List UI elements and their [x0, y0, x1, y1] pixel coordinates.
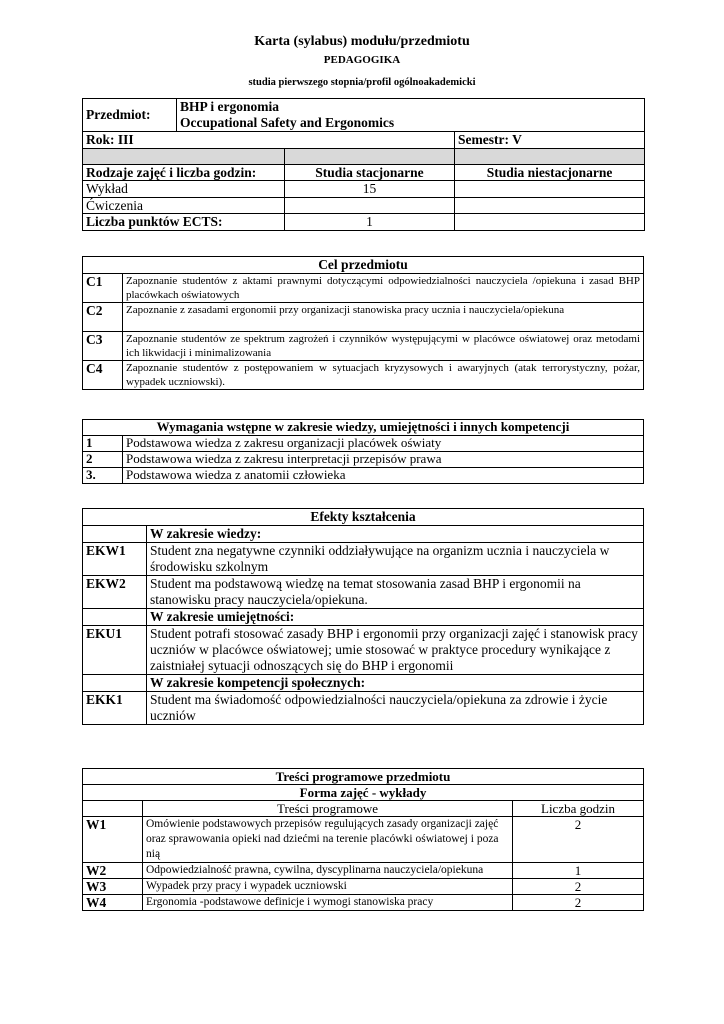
program-text: Omówienie podstawowych przepisów regulujących zasady organizacji zajęć oraz sprawowania opieki nad dziećmi na terenie placówki oświatowej i poza nią — [143, 817, 513, 863]
program-hours: 2 — [513, 879, 644, 895]
grey-spacer — [83, 148, 285, 164]
program-code: W3 — [83, 879, 143, 895]
row-part-time — [455, 181, 645, 198]
empty-cell — [83, 609, 147, 626]
grey-spacer — [455, 148, 645, 164]
requirement-code: 3. — [83, 468, 123, 484]
table-row — [83, 274, 644, 303]
goal-text: Zapoznanie studentów z postępowaniem w sytuacjach kryzysowych i awaryjnych (atak terrorystyczny, pożar, wypadek uczniowski). — [123, 361, 644, 390]
program-code: W2 — [83, 863, 143, 879]
goal-code: C3 — [83, 332, 123, 361]
year-value: : III — [110, 132, 134, 147]
table-row — [83, 452, 644, 468]
table-row — [83, 576, 644, 609]
outcomes-table — [82, 508, 644, 725]
document-meta: studia pierwszego stopnia/profil ogólnoakademicki — [248, 77, 476, 88]
empty-cell — [83, 675, 147, 692]
col-part-time: Studia niestacjonarne — [455, 164, 645, 181]
table-row — [83, 817, 644, 863]
program-hours: 1 — [513, 863, 644, 879]
table-row — [83, 332, 644, 361]
empty-cell — [83, 526, 147, 543]
requirements-table — [82, 419, 644, 484]
program-code: W1 — [83, 817, 143, 863]
table-row — [83, 303, 644, 332]
table-row — [83, 197, 645, 214]
subject-name-pl: BHP i ergonomia — [180, 99, 279, 114]
outcome-text: Student zna negatywne czynniki oddziaływujące na organizm ucznia i nauczyciela w środowisku szkolnym — [147, 543, 644, 576]
goal-text: Zapoznanie z zasadami ergonomii przy organizacji stanowiska pracy ucznia i nauczyciela/opiekuna — [123, 303, 644, 332]
program-hours: 2 — [513, 817, 644, 863]
table-row — [83, 361, 644, 390]
ects-label: Liczba punktów ECTS: — [83, 214, 285, 231]
table-row — [83, 626, 644, 675]
grey-spacer — [285, 148, 455, 164]
program-form: Forma zajęć - wykłady — [83, 785, 644, 801]
requirement-code: 2 — [83, 452, 123, 468]
requirement-text: Podstawowa wiedza z anatomii człowieka — [123, 468, 644, 484]
row-stationary: 15 — [285, 181, 455, 198]
knowledge-heading: W zakresie wiedzy: — [147, 526, 644, 543]
outcome-text: Student ma świadomość odpowiedzialności nauczyciela/opiekuna za zdrowie i życie uczniów — [147, 692, 644, 725]
requirement-code: 1 — [83, 436, 123, 452]
skills-heading: W zakresie umiejętności: — [147, 609, 644, 626]
table-row — [83, 879, 644, 895]
row-stationary — [285, 197, 455, 214]
year-label: Rok — [86, 132, 111, 147]
ects-part-time — [455, 214, 645, 231]
col-content: Treści programowe — [143, 801, 513, 817]
program-heading: Treści programowe przedmiotu — [83, 769, 644, 785]
program-code: W4 — [83, 895, 143, 911]
outcome-code: EKW1 — [83, 543, 147, 576]
outcome-text: Student potrafi stosować zasady BHP i ergonomii przy organizacji zajęć i stanowisk pracy uczniów w placówce oświatowej; umie stosować w praktyce procedury wynikające z zaistniałej sytuacji odnoszących się do BHP i ergonomii — [147, 626, 644, 675]
semester-cell: Semestr: V — [455, 132, 645, 149]
program-hours: 2 — [513, 895, 644, 911]
outcome-code: EKK1 — [83, 692, 147, 725]
row-label: Wykład — [83, 181, 285, 198]
outcome-code: EKW2 — [83, 576, 147, 609]
document-subtitle: PEDAGOGIKA — [323, 54, 401, 66]
row-label: Ćwiczenia — [83, 197, 285, 214]
goal-code: C2 — [83, 303, 123, 332]
outcome-text: Student ma podstawową wiedzę na temat stosowania zasad BHP i ergonomii na stanowisku pracy nauczyciela/opiekuna. — [147, 576, 644, 609]
outcome-code: EKU1 — [83, 626, 147, 675]
goals-table — [82, 256, 644, 390]
subject-name-en: Occupational Safety and Ergonomics — [180, 115, 395, 130]
goal-code: C1 — [83, 274, 123, 303]
document-title: Karta (sylabus) modułu/przedmiotu — [254, 34, 470, 49]
program-text: Wypadek przy pracy i wypadek uczniowski — [143, 879, 513, 895]
requirement-text: Podstawowa wiedza z zakresu organizacji placówek oświaty — [123, 436, 644, 452]
table-row — [83, 468, 644, 484]
table-row — [83, 214, 645, 231]
col-stationary: Studia stacjonarne — [285, 164, 455, 181]
row-part-time — [455, 197, 645, 214]
program-text: Odpowiedzialność prawna, cywilna, dyscyplinarna nauczyciela/opiekuna — [143, 863, 513, 879]
subject-name — [177, 99, 645, 132]
outcomes-heading: Efekty kształcenia — [83, 509, 644, 526]
social-heading: W zakresie kompetencji społecznych: — [147, 675, 644, 692]
table-row — [83, 436, 644, 452]
goal-code: C4 — [83, 361, 123, 390]
ects-stationary: 1 — [285, 214, 455, 231]
program-table — [82, 768, 644, 911]
goal-text: Zapoznanie studentów z aktami prawnymi dotyczącymi odpowiedzialności nauczyciela /opiekuna i zasad BHP placówkach oświatowych — [123, 274, 644, 303]
goals-heading: Cel przedmiotu — [83, 257, 644, 274]
program-text: Ergonomia -podstawowe definicje i wymogi stanowiska pracy — [143, 895, 513, 911]
col-hours: Liczba godzin — [513, 801, 644, 817]
empty-cell — [83, 801, 143, 817]
course-info-table — [82, 98, 645, 231]
year-cell — [83, 132, 455, 149]
requirement-text: Podstawowa wiedza z zakresu interpretacji przepisów prawa — [123, 452, 644, 468]
table-row — [83, 543, 644, 576]
requirements-heading: Wymagania wstępne w zakresie wiedzy, umiejętności i innych kompetencji — [83, 420, 644, 436]
table-row — [83, 863, 644, 879]
table-row — [83, 895, 644, 911]
subject-label: Przedmiot: — [83, 99, 177, 132]
table-row — [83, 692, 644, 725]
hours-label: Rodzaje zajęć i liczba godzin: — [83, 164, 285, 181]
goal-text: Zapoznanie studentów ze spektrum zagrożeń i czynników występującymi w placówce oświatowej oraz metodami ich likwidacji i minimalizowania — [123, 332, 644, 361]
table-row — [83, 181, 645, 198]
